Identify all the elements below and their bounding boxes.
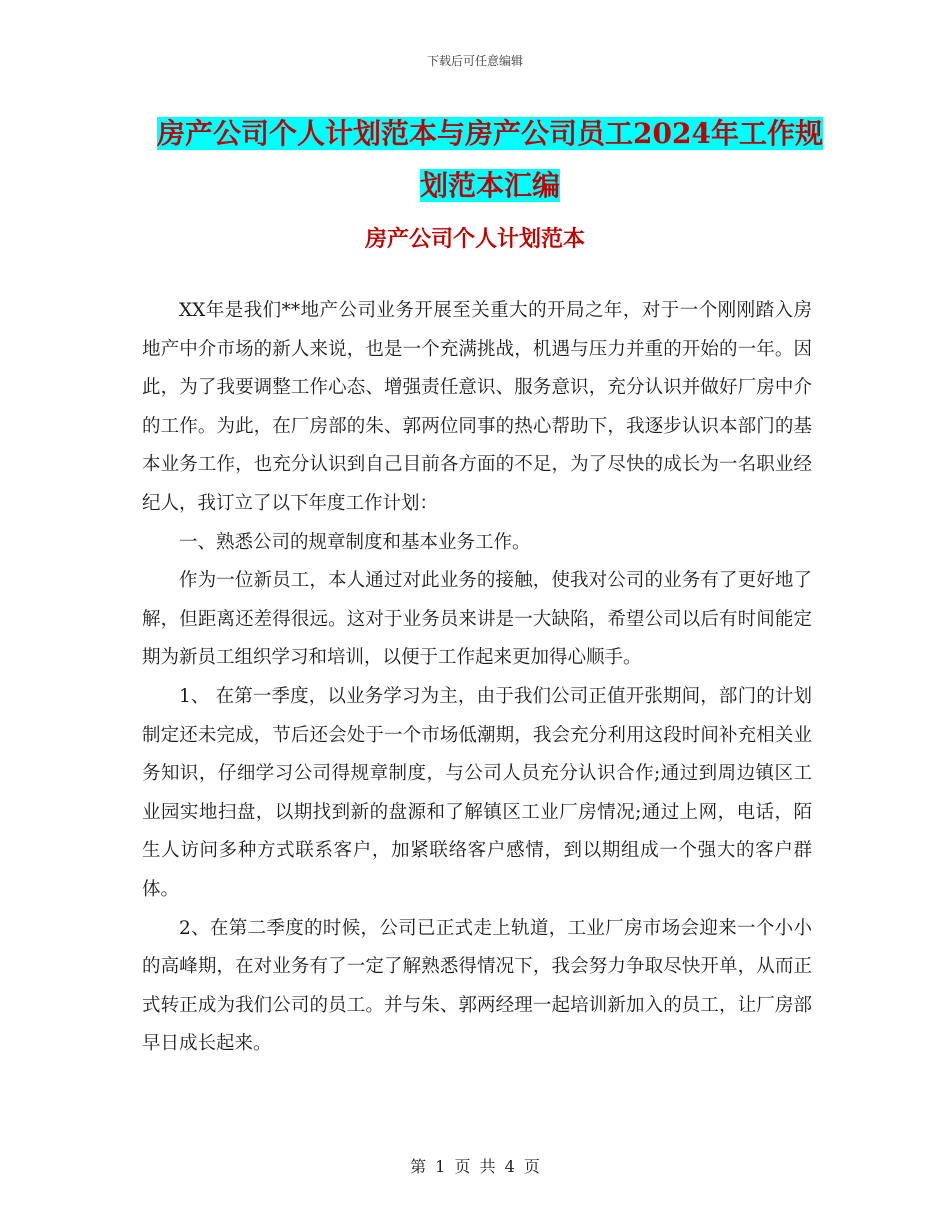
title-line-1: 房产公司个人计划范本与房产公司员工2024年工作规 [157,117,823,150]
title-line-2: 划范本汇编 [419,169,560,202]
paragraph: XX年是我们**地产公司业务开展至关重大的开局之年，对于一个刚刚踏入房地产中介市场的新人来说，也是一个充满挑战，机遇与压力并重的开始的一年。因此，为了我要调整工作心态、增强责任意识、服务意识，充分认识并做好厂房中介的工作。为此，在厂房部的朱、郭两位同事的热心帮助下，我逐步认识本部门的基本业务工作，也充分认识到自己目前各方面的不足，为了尽快的成长为一名职业经纪人，我订立了以下年度工作计划： [142,300,812,514]
paragraph: 2、在第二季度的时候，公司已正式走上轨道，工业厂房市场会迎来一个小小的高峰期，在对业务有了一定了解熟悉得情况下，我会努力争取尽快开单，从而正式转正成为我们公司的员工。并与朱、郭两经理一起培训新加入的员工，让厂房部早日成长起来。 [142,917,812,1055]
paragraph: 作为一位新员工，本人通过对此业务的接触，使我对公司的业务有了更好地了解，但距离还差得很远。这对于业务员来讲是一大缺陷，希望公司以后有时间能定期为新员工组织学习和培训，以便于工作起来更加得心顺手。 [142,570,812,669]
paragraph: 一、熟悉公司的规章制度和基本业务工作。 [179,531,531,553]
body-text [142,292,812,1064]
document-title [140,108,840,212]
paragraph: 1、 在第一季度，以业务学习为主，由于我们公司正值开张期间，部门的计划制定还未完成，节后还会处于一个市场低潮期，我会充分利用这段时间补充相关业务知识，仔细学习公司得规章制度，与公司人员充分认识合作;通过到周边镇区工业园实地扫盘，以期找到新的盘源和了解镇区工业厂房情况;通过上网，电话，陌生人访问多种方式联系客户，加紧联络客户感情，到以期组成一个强大的客户群体。 [142,685,812,900]
section-heading: 房产公司个人计划范本 [364,226,585,252]
page-footer: 第 1 页 共 4 页 [410,1157,540,1176]
header-note: 下载后可任意编辑 [426,54,523,68]
